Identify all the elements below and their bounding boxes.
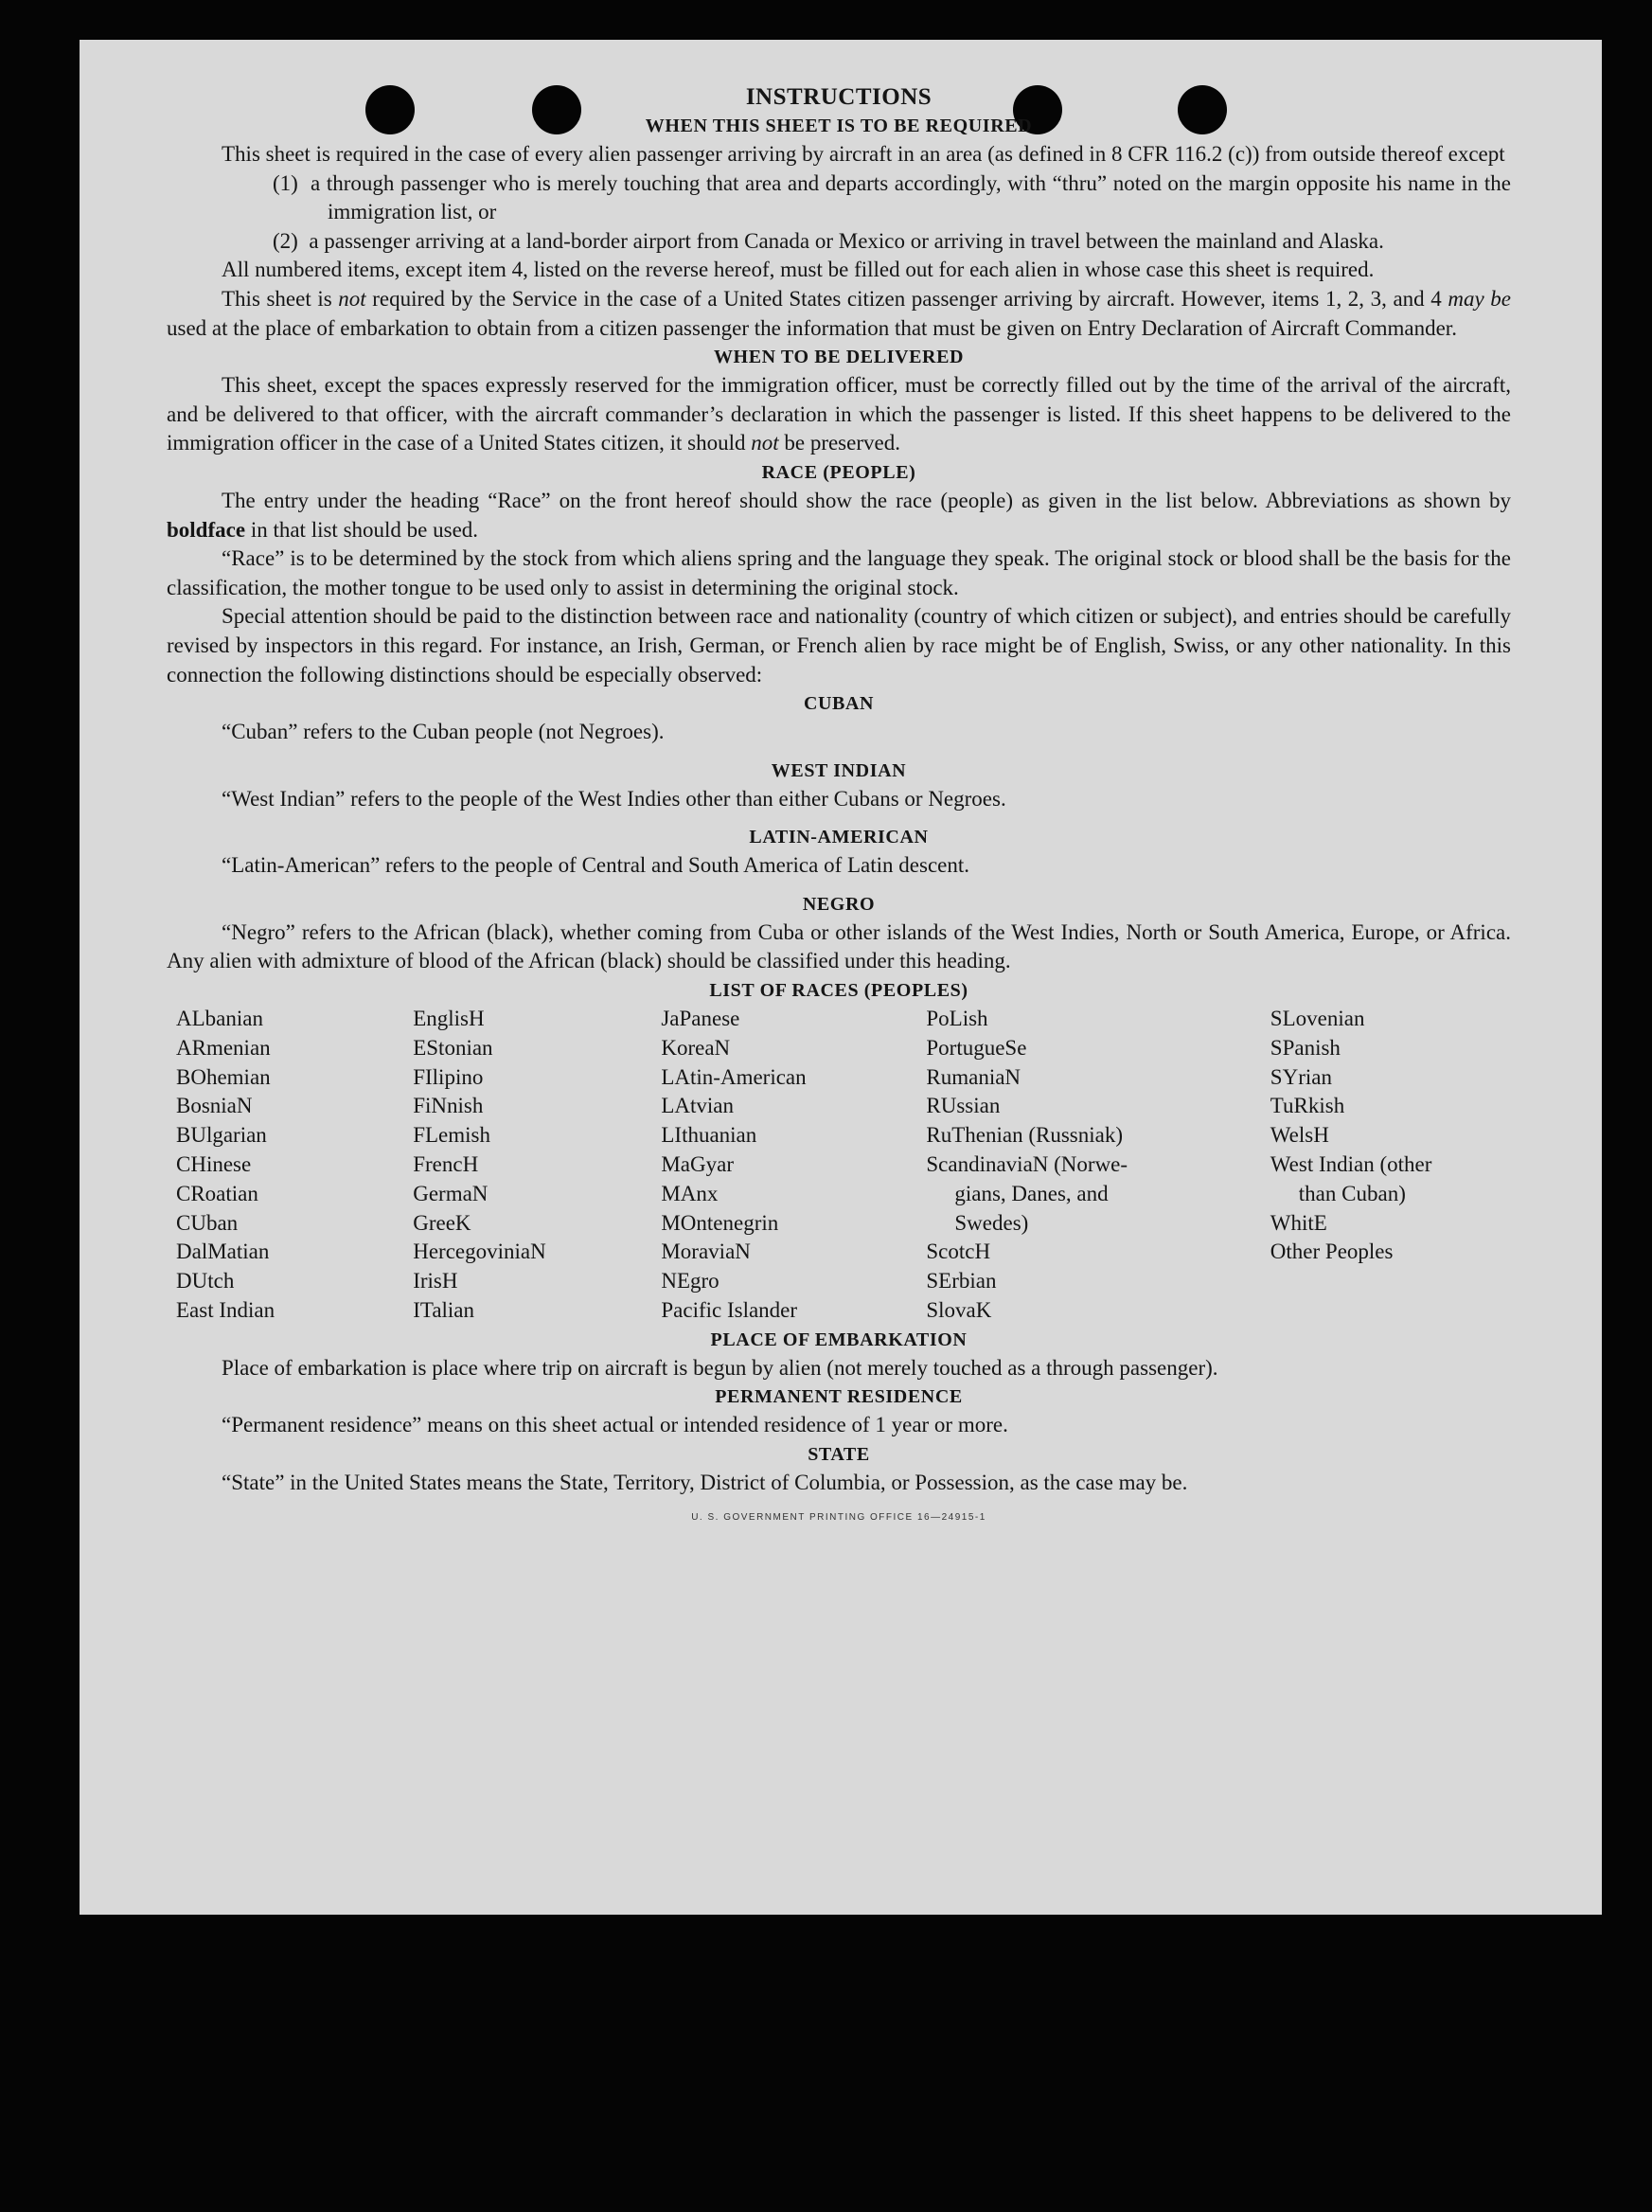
race-entry: ScandinaviaN (Norwe-	[926, 1152, 1128, 1177]
race-entry: LAtvian	[661, 1094, 735, 1118]
race-entry: MaGyar	[661, 1152, 734, 1177]
race-entry: ARmenian	[176, 1035, 271, 1060]
paragraph: “Cuban” refers to the Cuban people (not Negroes).	[222, 720, 665, 744]
race-entry: than Cuban)	[1298, 1181, 1406, 1205]
race-entry: SlovaK	[926, 1298, 992, 1323]
race-entry: Swedes)	[954, 1210, 1029, 1235]
section-heading-embarkation: PLACE OF EMBARKATION	[710, 1329, 968, 1350]
race-entry: DUtch	[176, 1269, 235, 1293]
text-run: This sheet, except the spaces expressly reserved for the immigration officer, must be correctly filled out by the time of the arrival of the aircraft, and be delivered to that officer, with the aircraft commander’s declaration in which the passenger is listed. If this sheet happens to be delivered to the immigration officer in the case of a United States citizen, it should	[167, 373, 1511, 455]
item-text: a passenger arriving at a land-border airport from Canada or Mexico or arriving in travel between the mainland and Alaska.	[309, 228, 1384, 253]
race-entry: CUban	[176, 1210, 239, 1235]
item-number: (2)	[273, 228, 298, 253]
section-heading-cuban: CUBAN	[803, 693, 875, 715]
race-entry: ITalian	[413, 1298, 475, 1323]
paragraph: “West Indian” refers to the people of the West Indies other than either Cubans or Negroes.	[222, 786, 1006, 811]
page-title: INSTRUCTIONS	[745, 84, 933, 110]
race-entry: GreeK	[413, 1210, 471, 1235]
paragraph	[167, 285, 1511, 343]
race-entry: FIlipino	[413, 1064, 484, 1089]
race-entry: RUssian	[926, 1094, 1001, 1118]
paragraph: This sheet is required in the case of every alien passenger arriving by aircraft in an area (as defined in 8 CFR 116.2 (c)) from outside thereof except	[222, 142, 1505, 166]
item-number: (1)	[273, 170, 298, 195]
section-heading-latin-american: LATIN-AMERICAN	[749, 827, 929, 848]
section-heading-west-indian: WEST INDIAN	[771, 759, 907, 781]
paragraph: All numbered items, except item 4, listed on the reverse hereof, must be filled out for each alien in whose case this sheet is required.	[222, 258, 1375, 282]
race-column-3	[661, 1005, 926, 1326]
race-entry: CHinese	[176, 1152, 252, 1177]
text-run: Abbreviations as shown by	[1265, 488, 1511, 512]
race-entry: BOhemian	[176, 1064, 271, 1089]
race-entry: SPanish	[1270, 1035, 1341, 1060]
race-list	[167, 1005, 1511, 1326]
paragraph: Place of embarkation is place where trip on aircraft is begun by alien (not merely touched as a through passenger).	[222, 1355, 1218, 1380]
text-run: used at the place of embarkation to obtain from a citizen passenger the information that must be given on Entry Declaration of Aircraft Commander.	[167, 315, 1457, 340]
race-entry: EStonian	[413, 1035, 493, 1060]
race-entry: ScotcH	[926, 1240, 991, 1264]
race-entry: CRoatian	[176, 1181, 258, 1205]
exception-item-1	[167, 169, 1511, 227]
section-heading-when-required: WHEN THIS SHEET IS TO BE REQUIRED	[645, 116, 1033, 136]
race-entry: WhitE	[1270, 1210, 1327, 1235]
paragraph: “Latin-American” refers to the people of Central and South America of Latin descent.	[222, 853, 969, 878]
race-entry: MAnx	[661, 1181, 719, 1205]
race-entry: West Indian (other	[1270, 1152, 1432, 1177]
race-entry: MOntenegrin	[661, 1210, 779, 1235]
race-entry: KoreaN	[661, 1035, 731, 1060]
race-entry: FrencH	[413, 1152, 479, 1177]
race-entry: PoLish	[926, 1007, 988, 1031]
race-entry: NEgro	[661, 1269, 719, 1293]
paragraph	[167, 487, 1511, 544]
item-text: a through passenger who is merely touching that area and departs accordingly, with “thru” noted on the margin opposite his name in the immigration list, or	[311, 170, 1512, 224]
exception-item-2	[167, 227, 1511, 257]
race-entry: EnglisH	[413, 1007, 485, 1031]
bold-word: boldface	[167, 517, 246, 542]
race-entry: TuRkish	[1270, 1094, 1345, 1118]
emphasis: not	[751, 431, 779, 455]
race-entry: RuThenian (Russniak)	[926, 1123, 1123, 1148]
race-entry: BUlgarian	[176, 1123, 267, 1148]
race-column-4	[926, 1005, 1270, 1326]
emphasis: not	[338, 286, 366, 311]
race-column-2	[413, 1005, 661, 1326]
paragraph: “State” in the United States means the State, Territory, District of Columbia, or Possession, as the case may be.	[222, 1471, 1188, 1495]
race-entry: WelsH	[1270, 1123, 1329, 1148]
section-heading-race: RACE (PEOPLE)	[761, 461, 916, 483]
race-entry: ALbanian	[176, 1007, 263, 1031]
paragraph	[167, 371, 1511, 458]
paragraph: Special attention should be paid to the distinction between race and nationality (country of which citizen or subject), and entries should be carefully revised by inspectors in this regard. For instance, an Irish, German, or French alien by race might be of English, Swiss, or any other nationality. In this connection the following distinctions should be especially observed:	[167, 604, 1511, 687]
text-run: The entry under the heading “Race” on the front hereof should show the race (people) as given in the list below.	[222, 488, 1258, 512]
race-entry: SLovenian	[1270, 1007, 1365, 1031]
race-entry: RumaniaN	[926, 1064, 1021, 1089]
emphasis: may be	[1448, 286, 1511, 311]
race-column-1	[167, 1005, 413, 1326]
race-entry: FiNnish	[413, 1094, 484, 1118]
race-entry: East Indian	[176, 1298, 275, 1323]
race-entry: Other Peoples	[1270, 1240, 1394, 1264]
text-run: in that list should be used.	[245, 517, 479, 542]
document-sheet	[80, 40, 1602, 1915]
paragraph: “Permanent residence” means on this sheet actual or intended residence of 1 year or more.	[222, 1413, 1008, 1437]
instructions-content	[167, 83, 1511, 1532]
race-entry: JaPanese	[661, 1007, 740, 1031]
race-entry: gians, Danes, and	[954, 1181, 1109, 1205]
text-run: be preserved.	[778, 431, 900, 455]
race-entry: MoraviaN	[661, 1240, 751, 1264]
race-entry: LIthuanian	[661, 1123, 757, 1148]
section-heading-state: STATE	[808, 1444, 870, 1466]
section-heading-list-of-races: LIST OF RACES (PEOPLES)	[709, 980, 968, 1002]
text-run: required by the Service in the case of a United States citizen passenger arriving by aircraft. However, items 1, 2, 3, and 4	[365, 286, 1448, 311]
section-heading-when-delivered: WHEN TO BE DELIVERED	[713, 347, 965, 368]
race-entry: SErbian	[926, 1269, 997, 1293]
race-entry: FLemish	[413, 1123, 490, 1148]
section-heading-residence: PERMANENT RESIDENCE	[715, 1386, 963, 1408]
race-entry: HercegoviniaN	[413, 1240, 546, 1264]
race-entry: DalMatian	[176, 1240, 270, 1264]
race-entry: BosniaN	[176, 1094, 253, 1118]
race-entry: PortugueSe	[926, 1035, 1027, 1060]
race-entry: IrisH	[413, 1269, 458, 1293]
paragraph: “Negro” refers to the African (black), whether coming from Cuba or other islands of the West Indies, North or South America, Europe, or Africa. Any alien with admixture of blood of the African (black) should be classified under this heading.	[167, 919, 1511, 973]
race-entry: SYrian	[1270, 1064, 1332, 1089]
text-run: This sheet is	[222, 286, 339, 311]
race-column-5	[1270, 1005, 1511, 1326]
race-entry: GermaN	[413, 1181, 488, 1205]
printing-office-imprint: U. S. GOVERNMENT PRINTING OFFICE 16—24915-1	[691, 1511, 986, 1523]
paragraph: “Race” is to be determined by the stock from which aliens spring and the language they speak. The original stock or blood shall be the basis for the classification, the mother tongue to be used only to assist in determining the original stock.	[167, 546, 1511, 599]
race-entry: LAtin-American	[661, 1064, 807, 1089]
section-heading-negro: NEGRO	[802, 893, 876, 915]
race-entry: Pacific Islander	[661, 1298, 798, 1323]
